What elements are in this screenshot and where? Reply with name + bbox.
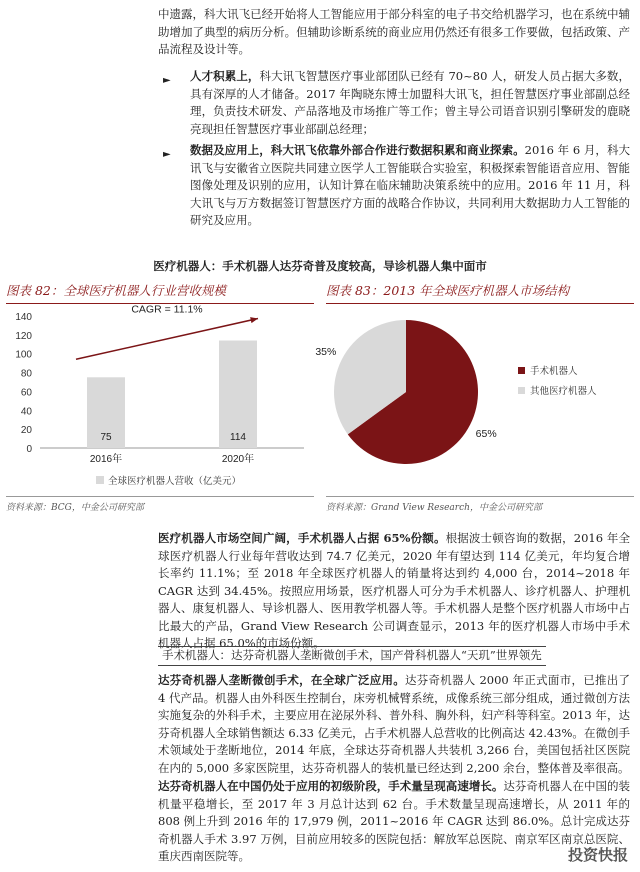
y-tick-label: 20 <box>20 425 32 437</box>
bar-data-label: 75 <box>100 432 112 443</box>
cagr-arrow-head-icon <box>250 317 258 323</box>
bar-chart <box>4 303 314 488</box>
surgical-robot-subhead: 手术机器人：达芬奇机器人垄断微创手术，国产骨科机器人“天玑”世界领先 <box>158 646 546 666</box>
legend-swatch <box>518 387 525 394</box>
china-paragraph-lead: 达芬奇机器人在中国仍处于应用的初级阶段，手术量呈现高速增长。 <box>158 779 504 793</box>
china-paragraph-text: 达芬奇机器人在中国的装机量平稳增长，至 2017 年 3 月总计达到 62 台。手术数量呈现高速增长，从 2011 年的 808 例上升到 2016 年的 17,979 例，2011~2016 年 CAGR 达到 86.0%。总计完成达芬奇机器人手术 3.97 万例，目前应用较多的医院包括：解放军总医院、南京军区南京总医院、重庆西南医院等。 <box>158 779 630 863</box>
y-tick-label: 100 <box>15 349 32 361</box>
bullet-data-lead: 数据及应用上，科大讯飞依靠外部合作进行数据积累和商业探索。 <box>190 143 525 157</box>
y-tick-label: 0 <box>26 444 32 455</box>
figure-83-bottom-rule <box>326 496 634 497</box>
market-paragraph-text: 根据波士顿咨询的数据，2016 年全球医疗机器人行业每年营收达到 74.7 亿美元，2020 年有望达到 114 亿美元，年均复合增长率约 11.1%；至 2018 年全球医疗机器人的销量将达到约 4,000 台，2014~2018 年 CAGR 达到 34.45%。按照应用场景，医疗机器人可分为手术机器人、诊疗机器人、护理机器人、康复机器人、导诊机器人、医用教学机器人等。手术机器人是整个医疗机器人市场中占比最大的产品，Grand View Research 公司调查显示，2013 年的医疗机器人市场中手术机器人占据 65.0%的市场份额。 <box>158 531 630 650</box>
bullet-marker-icon: ► <box>163 75 171 86</box>
x-tick-label: 2016年 <box>89 454 123 465</box>
figure-83-source: 资料来源：Grand View Research，中金公司研究部 <box>326 503 542 513</box>
pie-chart <box>315 308 636 488</box>
y-tick-label: 40 <box>20 406 32 418</box>
figure-82-source: 资料来源：BCG，中金公司研究部 <box>6 503 144 513</box>
china-paragraph <box>158 778 630 866</box>
section-title: 医疗机器人：手术机器人达芬奇普及度较高，导诊机器人集中面市 <box>153 259 487 273</box>
legend-label: 手术机器人 <box>530 366 578 377</box>
market-paragraph <box>158 530 630 653</box>
market-paragraph-lead: 医疗机器人市场空间广阔，手术机器人占据 65%份额。 <box>158 531 446 545</box>
davinci-paragraph <box>158 672 630 777</box>
legend-label: 全球医疗机器人营收（亿美元） <box>108 476 242 487</box>
y-tick-label: 140 <box>15 312 32 323</box>
figure-83-top-rule <box>326 303 634 304</box>
x-tick-label: 2020年 <box>221 454 255 465</box>
y-tick-label: 80 <box>20 368 32 380</box>
legend-swatch <box>518 367 525 374</box>
bullet-marker-icon: ► <box>163 149 171 160</box>
bullet-data-text: 2016 年 6 月，科大讯飞与安徽省立医院共同建立医学人工智能联合实验室，积极探索智能语音应用、智能图像处理及识别的应用，认知计算在临床辅助决策系统中的应用。2016 年 11 月，科大讯飞与万方数据签订智慧医疗方面的战略合作协议，共同利用大数据助力人工智能的研究及应用。 <box>190 143 630 227</box>
watermark-logo: 投资快报 <box>567 846 628 864</box>
y-tick-label: 120 <box>15 330 32 342</box>
pie-data-label: 35% <box>315 346 337 359</box>
intro-paragraph: 中遗露，科大讯飞已经开始将人工智能应用于部分科室的电子书交给机器学习，也在系统中辅助增加了典型的病历分析。但辅助诊断系统的商业应用仍然还有很多工作要做，包括政策、产品流程及设计等。 <box>158 7 630 56</box>
legend-swatch <box>96 476 104 484</box>
davinci-paragraph-text: 达芬奇机器人 2000 年正式面市，已推出了 4 代产品。机器人由外科医生控制台，床旁机械臂系统，成像系统三部分组成，通过微创方法实施复杂的外科手术，主要应用在泌尿外科、普外科、胸外科，妇产科等科室。2013 年，达芬奇机器人全球销售额达 6.33 亿美元，占手术机器人总营收的比例高达 42.43%。在微创手术领域处于垄断地位，2014 年底，全球达芬奇机器人共装机 3,266 台，美国包括社区医院在内的 5,000 多家医院里，达芬奇机器人的装机量已经达到 2,200 余台，整体普及率很高。 <box>158 673 630 775</box>
figure-82-bottom-rule <box>6 496 314 497</box>
bar-data-label: 114 <box>230 432 246 443</box>
davinci-paragraph-lead: 达芬奇机器人垄断微创手术，在全球广泛应用。 <box>158 673 405 687</box>
figure-82-label: 图表 82：全球医疗机器人行业营收规模 <box>6 283 226 298</box>
cagr-annotation: CAGR = 11.1% <box>131 303 203 316</box>
bullet-data <box>190 142 630 230</box>
pie-data-label: 65% <box>475 427 497 440</box>
bullet-talent <box>190 68 630 138</box>
bullet-talent-text: 科大讯飞智慧医疗事业部团队已经有 70~80 人，研发人员占据大多数，具有深厚的人才储备。2017 年陶晓东博士加盟科大讯飞，担任智慧医疗事业部副总经理，负责技术研发、产品落地及市场推广等工作；曾主导公司语音识别引擎研发的鹿晓亮现担任智慧医疗事业部副总经理； <box>190 69 630 136</box>
legend-label: 其他医疗机器人 <box>530 386 597 397</box>
bullet-talent-lead: 人才积累上， <box>190 69 260 83</box>
y-tick-label: 60 <box>20 387 32 399</box>
figure-83-label: 图表 83：2013 年全球医疗机器人市场结构 <box>326 283 570 298</box>
